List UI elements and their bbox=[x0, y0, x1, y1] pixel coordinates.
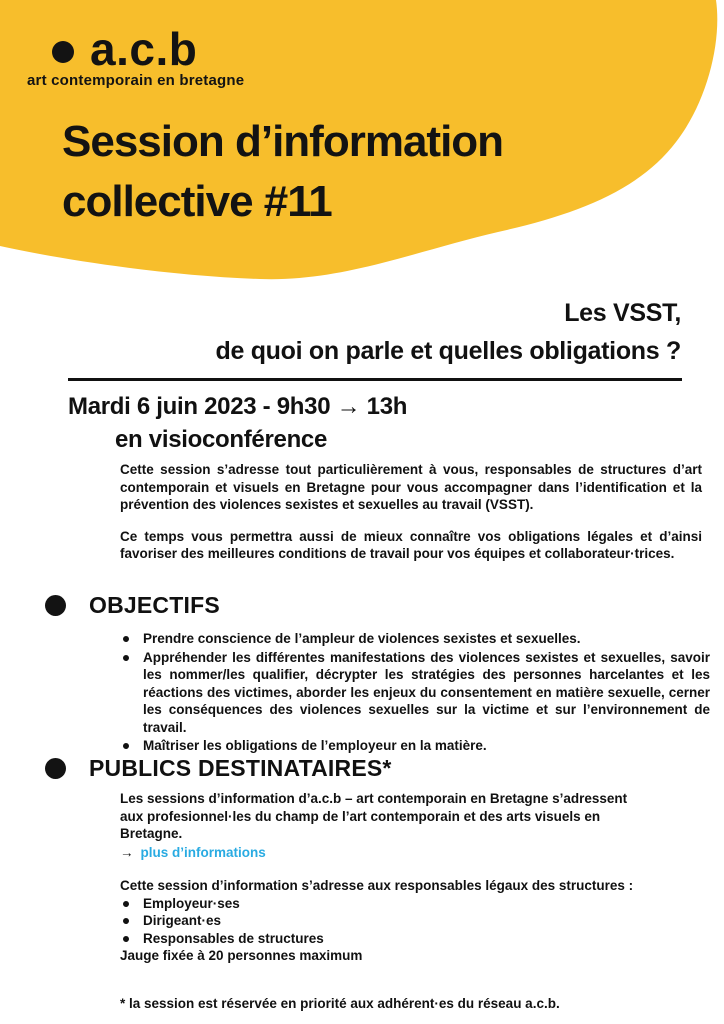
bullet-icon bbox=[123, 636, 129, 642]
section-objectifs bbox=[45, 592, 220, 619]
page-title-line2: collective #11 bbox=[62, 177, 332, 226]
logo-subtitle: art contemporain en bretagne bbox=[27, 72, 245, 89]
subject-heading bbox=[215, 294, 681, 370]
intro-paragraph-2: Ce temps vous permettra aussi de mieux connaître vos obligations légales et d’ainsi favoriser des meilleures conditions de travail pour vos équipes et collaborateur·trices. bbox=[120, 528, 702, 561]
section-publics bbox=[45, 755, 392, 782]
section-bullet-icon bbox=[45, 595, 66, 616]
audience-list bbox=[120, 895, 704, 948]
more-info-row bbox=[120, 844, 704, 862]
list-item bbox=[120, 649, 710, 737]
subject-line2: de quoi on parle et quelles obligations ? bbox=[215, 337, 681, 365]
bullet-icon bbox=[123, 936, 129, 942]
objectifs-item-3: Maîtriser les obligations de l’employeur en la matière. bbox=[143, 738, 487, 753]
bullet-icon bbox=[123, 743, 129, 749]
page-title bbox=[62, 112, 503, 232]
objectifs-list bbox=[120, 630, 710, 756]
list-item bbox=[120, 737, 710, 755]
bullet-icon bbox=[123, 901, 129, 907]
publics-content bbox=[120, 790, 704, 1012]
list-item bbox=[120, 930, 704, 948]
audience-item-2: Dirigeant·es bbox=[143, 913, 222, 928]
audience-item-3: Responsables de structures bbox=[143, 930, 324, 946]
list-item bbox=[120, 630, 710, 648]
horizontal-rule bbox=[68, 378, 682, 381]
bullet-icon bbox=[123, 655, 129, 661]
arrow-right-icon: → bbox=[120, 844, 134, 860]
logo bbox=[52, 23, 198, 75]
audience-item-1: Employeur·ses bbox=[143, 895, 240, 911]
session-location: en visioconférence bbox=[115, 426, 328, 453]
objectifs-heading: OBJECTIFS bbox=[89, 592, 220, 618]
capacity-note: Jauge fixée à 20 personnes maximum bbox=[120, 948, 363, 963]
publics-heading: PUBLICS DESTINATAIRES* bbox=[89, 755, 392, 781]
page-title-line1: Session d’information bbox=[62, 117, 504, 166]
session-intro bbox=[120, 461, 702, 577]
footnote: * la session est réservée en priorité aux adhérent·es du réseau a.c.b. bbox=[120, 995, 560, 1011]
list-item bbox=[120, 895, 704, 913]
session-datetime bbox=[68, 390, 407, 456]
publics-intro: Les sessions d’information d’a.c.b – art contemporain en Bretagne s’adressent aux profesionnel·les du champ de l’art contemporain et des arts visuels en Bretagne. bbox=[120, 791, 628, 841]
section-bullet-icon bbox=[45, 758, 66, 779]
logo-text: a.c.b bbox=[90, 23, 198, 75]
more-info-link[interactable]: plus d’informations bbox=[140, 844, 266, 860]
session-date: Mardi 6 juin 2023 - 9h30 → 13h bbox=[68, 393, 408, 420]
objectifs-item-1: Prendre conscience de l’ampleur de violences sexistes et sexuelles. bbox=[143, 631, 581, 646]
audience-intro: Cette session d’information s’adresse aux responsables légaux des structures : bbox=[120, 878, 634, 893]
subject-line1: Les VSST, bbox=[564, 299, 681, 327]
logo-dot-icon bbox=[52, 41, 74, 63]
bullet-icon bbox=[123, 918, 129, 924]
list-item bbox=[120, 912, 704, 930]
objectifs-item-2: Appréhender les différentes manifestations des violences sexistes et sexuelles, savoir les nommer/les qualifier, décrypter les stratégies des personnes harcelantes et les réactions des victimes, aborder les enjeux du consentement en matière sexuelle, cerner les conséquences des violences sexuelles sur la victime et sur l’environnement de travail. bbox=[143, 649, 710, 735]
intro-paragraph-1: Cette session s’adresse tout particulièrement à vous, responsables de structures d’art contemporain et visuels en Bretagne pour vous accompagner dans l’identification et la prévention des violences sexistes et sexuelles au travail (VSST). bbox=[120, 462, 702, 512]
